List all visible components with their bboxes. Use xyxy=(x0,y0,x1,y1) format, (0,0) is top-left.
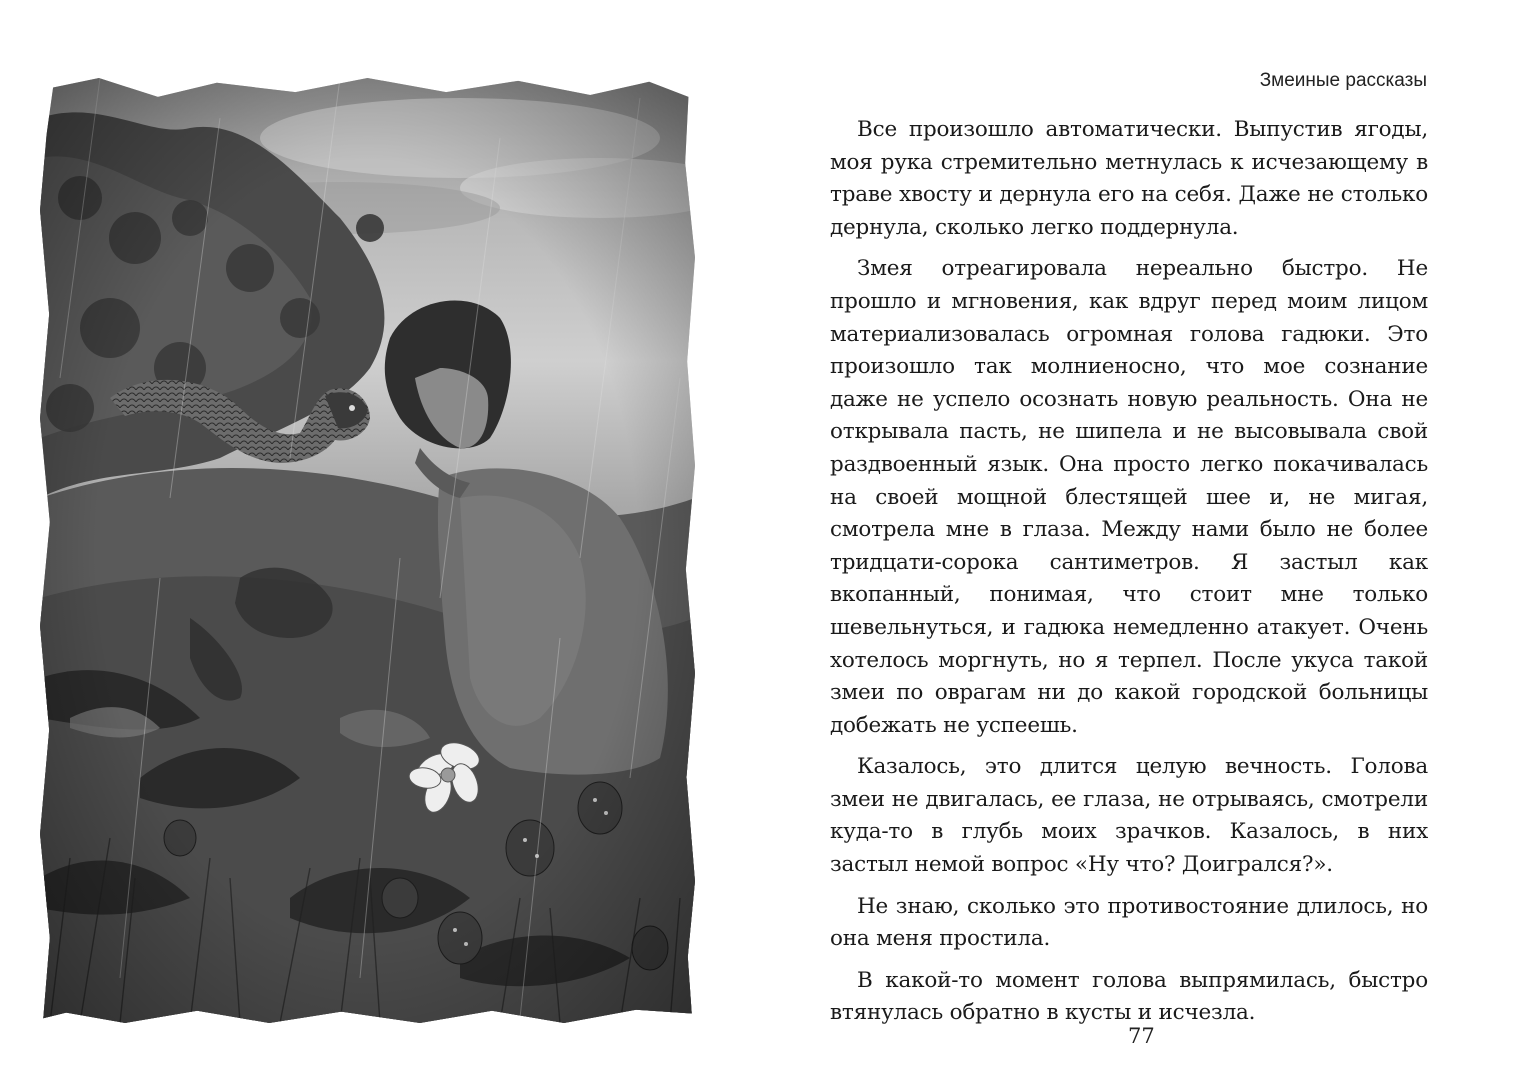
paragraph: Все произошло автоматически. Выпустив ягоды, моя рука стремительно метнулась к исчезающему в траве хвосту и дернула его на себя. Даже не столько дернула, сколько легко поддернула. xyxy=(830,117,1428,240)
paragraph: Казалось, это длится целую вечность. Голова змеи не двигалась, ее глаза, не отрываясь, смотрели куда-то в глубь моих зрачков. Казалось, в них застыл немой вопрос «Ну что? Доигрался?». xyxy=(830,754,1428,878)
body-text xyxy=(830,114,1428,1030)
paragraph: В какой-то момент голова выпрямилась, быстро втянулась обратно в кусты и исчезла. xyxy=(830,967,1428,1026)
running-head: Змеиные рассказы xyxy=(1259,70,1427,91)
paragraph: Не знаю, сколько это противостояние длилось, но она меня простила. xyxy=(830,893,1428,952)
page-number: 77 xyxy=(1128,1024,1155,1048)
illustration-boy-and-viper xyxy=(40,78,695,1023)
paragraph: Змея отреагировала нереально быстро. Не прошло и мгновения, как вдруг перед моим лицом материализовалась огромная голова гадюки. Это произошло так молниеносно, что мое сознание даже не успело осознать новую реальность. Она не открывала пасть, не шипела и не высовывала свой раздвоенный язык. Она просто легко покачивалась на своей мощной блестящей шее и, не мигая, смотрела мне в глаза. Между нами было не более тридцати-сорока сантиметров. Я застыл как вкопанный, понимая, что стоит мне только шевельнуться, и гадюка немедленно атакует. Очень хотелось моргнуть, но я терпел. После укуса такой змеи по оврагам ни до какой городской больницы добежать не успеешь. xyxy=(830,256,1428,738)
illustration-drawing xyxy=(40,78,695,1023)
